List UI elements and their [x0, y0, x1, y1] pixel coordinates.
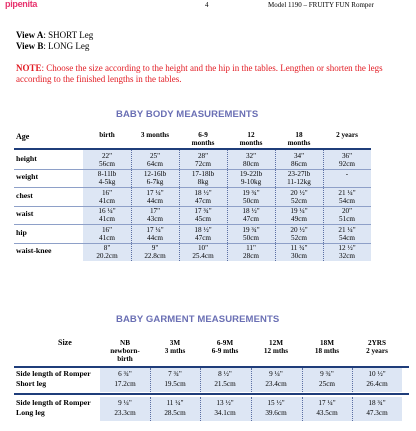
cell-imperial: 19 ¼": [290, 207, 308, 215]
garment-col-header-line2: 2 years: [366, 347, 388, 355]
body-row-label: weight: [16, 172, 39, 181]
body-table-cell: [323, 152, 371, 168]
cell-metric: 34.1cm: [214, 409, 236, 417]
cell-imperial: 19 ¾": [242, 225, 260, 234]
cell-metric: 41cm: [99, 233, 115, 242]
cell-metric: 30cm: [291, 252, 307, 260]
body-table-cell: [131, 152, 179, 168]
garment-col-header-line3: birth: [117, 355, 133, 363]
cell-imperial: 22": [101, 151, 113, 160]
cell-imperial: 9": [151, 244, 159, 252]
brand-logo: pipenita: [5, 0, 51, 9]
cell-imperial: 21 ¼": [338, 188, 356, 197]
body-table-cell: [179, 152, 227, 168]
garment-col-header-line1: 2YRS: [368, 339, 386, 347]
body-table-rule: [14, 148, 371, 150]
body-table-cell: [227, 226, 275, 242]
body-row-label: chest: [16, 190, 33, 200]
cell-metric: 45cm: [195, 215, 211, 223]
body-col-header-line1: 12: [247, 131, 255, 139]
garment-size-label: Size: [58, 338, 72, 347]
garment-col-header: [302, 339, 352, 355]
cell-metric: 72cm: [195, 159, 211, 168]
body-table-cell: [227, 207, 275, 223]
cell-metric: 47cm: [243, 215, 259, 223]
cell-imperial: 11 ¼": [166, 399, 184, 407]
body-table-cell: [323, 226, 371, 242]
cell-metric: 19.5cm: [164, 380, 186, 388]
cell-imperial: 19 ¾": [242, 188, 260, 197]
body-col-header-line1: 3 months: [140, 131, 170, 139]
cell-metric: 56cm: [99, 159, 115, 168]
cell-imperial: 17 ¼": [146, 188, 164, 197]
body-row-label: hip: [16, 227, 27, 237]
body-table-cell: [323, 189, 371, 205]
cell-imperial: 21 ¼": [338, 225, 356, 234]
garment-table-cell: [352, 399, 402, 417]
garment-col-header-line2: 12 mths: [263, 347, 289, 355]
cell-imperial: 7 ¾": [168, 370, 182, 378]
garment-row-sublabel: Long leg: [16, 408, 45, 417]
cell-imperial: 17-18lb: [191, 170, 215, 178]
cell-metric: 50cm: [243, 233, 259, 242]
body-table-cell: [179, 226, 227, 242]
cell-imperial: 12-16lb: [143, 170, 167, 178]
body-row-label: waist: [16, 209, 34, 218]
cell-imperial: 18 ¾": [368, 399, 386, 407]
body-col-header-line1: 18: [295, 131, 303, 139]
cell-imperial: 19-22lb: [239, 170, 263, 178]
cell-metric: 54cm: [339, 196, 355, 205]
view-b-text: : LONG Leg: [43, 41, 90, 51]
cell-imperial: 8": [103, 244, 111, 252]
view-b: [16, 41, 89, 51]
cell-imperial: 10": [197, 244, 209, 252]
body-table-cell: [131, 244, 179, 260]
cell-imperial: 17": [149, 207, 161, 215]
cell-metric: 54cm: [339, 233, 355, 242]
garment-table-cell: [100, 399, 150, 417]
cell-imperial: 9 ¼": [269, 370, 283, 378]
cell-imperial: 17 ¾": [194, 207, 212, 215]
cell-metric: 20.2cm: [96, 252, 118, 260]
body-table-cell: [227, 170, 275, 186]
body-table-cell: [83, 207, 131, 223]
body-table-cell: [227, 152, 275, 168]
cell-metric: 6-7kg: [146, 178, 164, 186]
garment-table-cell: [302, 370, 352, 388]
body-col-header-line2: months: [287, 139, 311, 147]
cell-imperial: 16": [101, 225, 113, 234]
garment-col-header-line1: 3M: [169, 339, 181, 347]
cell-metric: 51cm: [339, 215, 355, 223]
garment-col-header: [200, 339, 250, 355]
cell-metric: 64cm: [147, 159, 163, 168]
cell-imperial: 18 ½": [194, 225, 212, 234]
garment-row-label: Side length of Romper: [16, 398, 91, 407]
cell-metric: 21.5cm: [214, 380, 236, 388]
body-table-cell: [275, 226, 323, 242]
cell-imperial: 34": [293, 151, 305, 160]
cell-metric: 25.4cm: [192, 252, 214, 260]
body-col-header: [275, 131, 323, 147]
garment-table-cell: [352, 370, 402, 388]
cell-metric: 43cm: [147, 215, 163, 223]
cell-imperial: 6 ¾": [118, 370, 132, 378]
body-col-header: [227, 131, 275, 147]
cell-imperial: 11": [246, 244, 256, 252]
garment-col-header-line2: newborn-: [110, 347, 140, 355]
cell-imperial: 17 ¼": [146, 225, 164, 234]
body-table-cell: [275, 244, 323, 260]
cell-imperial: 28": [197, 151, 209, 160]
body-table-cell: [83, 189, 131, 205]
cell-imperial: 23-27lb: [287, 170, 311, 178]
cell-metric: 23.3cm: [114, 409, 136, 417]
garment-col-header-line1: 18M: [320, 339, 334, 347]
cell-metric: 4-5kg: [98, 178, 116, 186]
cell-imperial: 18 ½": [242, 207, 260, 215]
body-col-header-line1: 6-9: [198, 131, 208, 139]
garment-table-cell: [150, 399, 200, 417]
cell-metric: 25cm: [319, 380, 335, 388]
garment-table-cell: [302, 399, 352, 417]
cell-imperial: 25": [149, 151, 161, 160]
body-table-cell: [179, 189, 227, 205]
cell-metric: 39.6cm: [265, 409, 287, 417]
body-table-title: BABY BODY MEASUREMENTS: [116, 109, 259, 120]
note-text: : Choose the size according to the height and the hip in the tables. Lengthen or shorten the legs according to the finished lengths in the tables.: [16, 63, 383, 84]
body-table-cell: [227, 189, 275, 205]
garment-table-cell: [150, 370, 200, 388]
body-table-cell: [83, 244, 131, 260]
body-col-header-line1: 2 years: [336, 131, 358, 139]
body-row-label: waist-knee: [16, 246, 52, 255]
cell-metric: 44cm: [147, 196, 163, 205]
cell-imperial: 8 ½": [218, 370, 232, 378]
cell-metric: 47.3cm: [366, 409, 388, 417]
body-table-cell: [83, 226, 131, 242]
garment-table-rule: [14, 393, 409, 395]
cell-metric: 92cm: [339, 159, 355, 168]
cell-metric: 23.4cm: [265, 380, 287, 388]
body-col-header: [131, 131, 179, 139]
garment-col-header: [150, 339, 200, 355]
body-table-cell: [275, 207, 323, 223]
view-a: [16, 30, 93, 40]
cell-metric: 47cm: [195, 196, 211, 205]
body-table-cell: [179, 244, 227, 260]
garment-col-header-line1: 6-9M: [216, 339, 234, 347]
garment-col-header: [251, 339, 301, 355]
cell-metric: 17.2cm: [114, 380, 136, 388]
body-col-header: [179, 131, 227, 147]
body-col-header-line1: birth: [99, 131, 115, 139]
body-table-cell: [275, 189, 323, 205]
cell-metric: 52cm: [291, 233, 307, 242]
cell-metric: 47cm: [195, 233, 211, 242]
body-table-cell: [275, 170, 323, 186]
cell-imperial: 12 ½": [338, 244, 356, 252]
garment-row-label: Side length of Romper: [16, 369, 91, 378]
cell-imperial: 11 ¾": [290, 244, 308, 252]
cell-metric: 50cm: [243, 196, 259, 205]
cell-metric: 49cm: [291, 215, 307, 223]
garment-col-header: [100, 339, 150, 363]
view-a-text: : SHORT Leg: [43, 30, 94, 40]
body-table-cell: [323, 244, 371, 260]
cell-metric: 86cm: [291, 159, 307, 168]
body-table-cell: [227, 244, 275, 260]
body-col-header: [83, 131, 131, 139]
cell-metric: 52cm: [291, 196, 307, 205]
view-a-label: View A: [16, 30, 44, 40]
cell-imperial: 18 ½": [194, 188, 212, 197]
garment-table-cell: [100, 370, 150, 388]
cell-metric: 32cm: [339, 252, 355, 260]
cell-imperial: 15 ½": [267, 399, 285, 407]
cell-metric: 22.8cm: [144, 252, 166, 260]
body-table-cell: [83, 170, 131, 186]
cell-imperial: 36": [341, 151, 353, 160]
body-col-header-line2: months: [239, 139, 263, 147]
garment-col-header-line2: 6-9 mths: [211, 347, 239, 355]
cell-imperial: 20 ½": [290, 225, 308, 234]
garment-row-sublabel: Short leg: [16, 379, 47, 388]
cell-imperial: 9 ¼": [118, 399, 132, 407]
cell-metric: 41cm: [99, 196, 115, 205]
body-table-cell: [323, 207, 371, 223]
body-col-header: [323, 131, 371, 139]
cell-metric: 80cm: [243, 159, 259, 168]
cell-imperial: 8-11lb: [97, 170, 117, 178]
cell-metric: 28cm: [243, 252, 259, 260]
view-b-label: View B: [16, 41, 44, 51]
cell-imperial: 16 ¼": [98, 207, 116, 215]
cell-metric: 44cm: [147, 233, 163, 242]
body-table-cell: [131, 207, 179, 223]
body-table-cell: [179, 207, 227, 223]
cell-imperial: 16": [101, 188, 113, 197]
garment-col-header-line1: NB: [120, 339, 130, 347]
cell-metric: 28.5cm: [164, 409, 186, 417]
body-table-cell: [179, 170, 227, 186]
garment-col-header-line1: 12M: [269, 339, 283, 347]
body-row-label: height: [16, 153, 37, 163]
garment-table-title: BABY GARMENT MEASUREMENTS: [116, 314, 280, 325]
garment-table-cell: [251, 370, 301, 388]
garment-col-header: [352, 339, 402, 355]
cell-imperial: 32": [245, 151, 257, 160]
cell-imperial: 20 ½": [290, 188, 308, 197]
cell-metric: 41cm: [99, 215, 115, 223]
body-table-cell: [131, 226, 179, 242]
body-table-cell: [131, 170, 179, 186]
cell-metric: 9-10kg: [240, 178, 262, 186]
cell-imperial: 9 ¾": [320, 370, 334, 378]
cell-metric: 26.4cm: [366, 380, 388, 388]
page-number: 4: [205, 1, 209, 9]
note: [16, 63, 396, 85]
body-table-cell: [323, 170, 371, 178]
garment-table-cell: [200, 399, 250, 417]
note-label: NOTE: [16, 63, 42, 73]
cell-metric: 8kg: [197, 178, 209, 186]
body-table-cell: [275, 152, 323, 168]
cell-imperial: 17 ¼": [318, 399, 336, 407]
cell-metric: 11-12kg: [287, 178, 311, 186]
cell-imperial: 10 ½": [368, 370, 386, 378]
model-title: Model 1190 – FRUITY FUN Romper: [268, 1, 374, 9]
body-table-cell: [83, 152, 131, 168]
garment-col-header-line2: 3 mths: [164, 347, 186, 355]
cell-metric: 43.5cm: [316, 409, 338, 417]
cell-imperial: 13 ½": [216, 399, 234, 407]
body-table-cell: [131, 189, 179, 205]
cell-imperial: -: [345, 170, 349, 178]
body-col-header-line2: months: [191, 139, 215, 147]
garment-table-cell: [200, 370, 250, 388]
body-age-label: Age: [16, 132, 30, 141]
cell-imperial: 20": [341, 207, 353, 215]
garment-col-header-line2: 18 mths: [314, 347, 340, 355]
garment-table-cell: [251, 399, 301, 417]
